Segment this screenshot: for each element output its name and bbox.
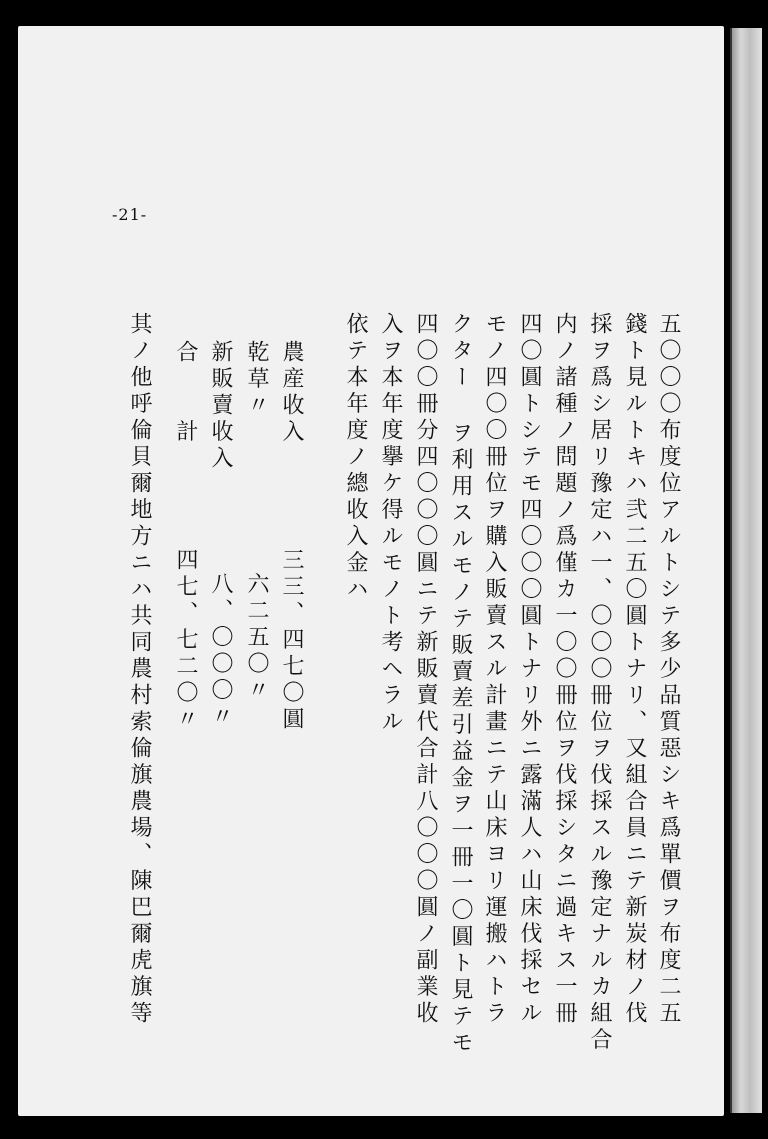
text-line-8: 四〇〇冊分四〇〇〇圓ニテ新販賣代合計八〇〇〇圓ノ副業收 xyxy=(413,312,438,1028)
table-value-total: 四七、七二〇〃 xyxy=(173,548,198,734)
table-label-3: 新販賣收入 xyxy=(208,340,233,473)
text-line-7: クター ヲ利用スルモノテ販賣差引益金ヲ一冊一〇圓ト見テモ xyxy=(448,312,473,1057)
table-label-total: 合 計 xyxy=(173,340,198,446)
table-label-1: 農産收入 xyxy=(279,340,304,446)
text-line-1: 五〇〇〇布度位アルトシテ多少品質惡シキ爲單價ヲ布度二五 xyxy=(656,312,681,1028)
text-line-10: 依テ本年度ノ總收入金ハ xyxy=(343,312,368,604)
page-number: -21- xyxy=(112,205,148,224)
table-value-1: 三三、四七〇圓 xyxy=(279,548,304,734)
text-line-6: モノ四〇〇冊位ヲ購入販賣スル計畫ニテ山床ヨリ運搬ハトラ xyxy=(482,312,507,1028)
text-line-4: 内ノ諸種ノ問題ノ爲僅カ一〇〇冊位ヲ伐採シタニ過キス一冊 xyxy=(552,312,577,1028)
text-line-3: 採ヲ爲シ居リ豫定ハ一、〇〇〇冊位ヲ伐採スル豫定ナルカ組合 xyxy=(587,312,612,1054)
book-edge xyxy=(730,28,762,1113)
text-line-5: 四〇圓トシテモ四〇〇〇圓トナリ外ニ露滿人ハ山床伐採セル xyxy=(517,312,542,1028)
text-line-closing: 其ノ他呼倫貝爾地方ニハ共同農村索倫旗農場、陳巴爾虎旗等 xyxy=(127,312,152,1028)
text-line-2: 錢ト見ルトキハ弐二五〇圓トナリ、又組合員ニテ新炭材ノ伐 xyxy=(622,312,647,1028)
table-value-2: 六二五〇〃 xyxy=(244,572,269,705)
table-label-2: 乾草〃 xyxy=(244,340,269,420)
table-value-3: 八、〇〇〇〃 xyxy=(208,572,233,731)
text-line-9: 入ヲ本年度擧ケ得ルモノト考ヘラル xyxy=(378,312,403,736)
